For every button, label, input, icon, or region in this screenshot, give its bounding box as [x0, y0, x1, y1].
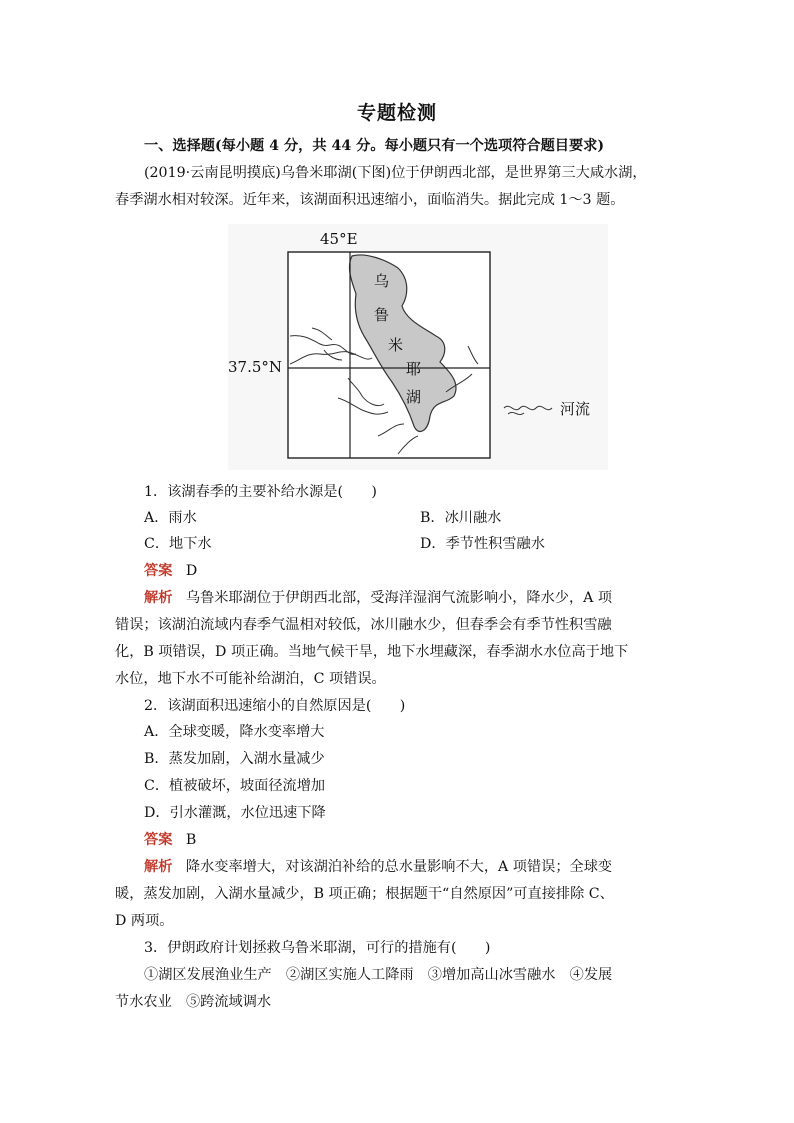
q2-analysis-line-1	[144, 857, 714, 877]
q1-analysis-line-2: 错误；该湖泊流域内春季气温相对较低，冰川融水少，但春季会有季节性积雪融	[115, 617, 612, 633]
q2-answer-label: 答案	[144, 832, 173, 848]
q2-option-b: B．蒸发加剧，入湖水量减少	[144, 751, 325, 767]
q2-analysis-line-3: D 两项。	[115, 913, 174, 929]
q3-stem: 3．伊朗政府计划拯救乌鲁米耶湖，可行的措施有( )	[144, 940, 491, 956]
latitude-label: 37.5°N	[228, 358, 283, 376]
q3-options-line-2: 节水农业 ⑤跨流域调水	[115, 994, 272, 1010]
q1-option-b: B．冰川融水	[420, 510, 502, 526]
q2-answer	[144, 830, 714, 850]
q1-analysis-line-3: 化，B 项错误，D 项正确。当地气候干旱，地下水埋藏深，春季湖水水位高于地下	[115, 644, 629, 660]
intro-line-2: 春季湖水相对较深。近年来，该湖面积迅速缩小，面临消失。据此完成 1～3 题。	[115, 192, 625, 208]
q2-answer-value: B	[185, 832, 197, 848]
q1-analysis-label: 解析	[144, 590, 173, 606]
q1-option-d: D．季节性积雪融水	[420, 536, 545, 552]
longitude-label: 45°E	[320, 230, 358, 248]
q1-answer	[144, 561, 714, 581]
intro-line-1: (2019·云南昆明摸底)乌鲁米耶湖(下图)位于伊朗西北部，是世界第三大咸水湖，	[144, 165, 647, 181]
section-header: 一、选择题(每小题 4 分，共 44 分。每小题只有一个选项符合题目要求)	[144, 138, 605, 154]
lake-char-2: 鲁	[374, 306, 390, 324]
q1-answer-label: 答案	[144, 563, 173, 579]
page-title: 专题检测	[356, 102, 437, 124]
q2-analysis-text-1: 降水变率增大，对该湖泊补给的总水量影响不大，A 项错误；全球变	[185, 859, 613, 875]
lake-char-1: 乌	[374, 272, 390, 290]
q2-option-d: D．引水灌溉，水位迅速下降	[144, 805, 326, 821]
q1-analysis-text-1: 乌鲁米耶湖位于伊朗西北部，受海洋湿润气流影响小，降水少，A 项	[185, 590, 613, 606]
lake-char-4: 耶	[406, 360, 422, 378]
q1-stem: 1．该湖春季的主要补给水源是( )	[144, 484, 377, 500]
q3-options-line-1: ①湖区发展渔业生产 ②湖区实施人工降雨 ③增加高山冰雪融水 ④发展	[144, 967, 613, 983]
q2-option-a: A．全球变暖，降水变率增大	[144, 724, 325, 740]
q1-option-a: A．雨水	[144, 510, 197, 526]
q1-answer-value: D	[185, 563, 198, 579]
lake-char-5: 湖	[406, 388, 422, 406]
q2-stem: 2．该湖面积迅速缩小的自然原因是( )	[144, 698, 406, 714]
legend-river-label: 河流	[560, 400, 591, 418]
lake-char-3: 米	[388, 336, 404, 354]
lake-map-figure	[228, 224, 608, 470]
q1-analysis-line-4: 水位，地下水不可能补给湖泊，C 项错误。	[115, 671, 386, 687]
q2-analysis-line-2: 暖，蒸发加剧，入湖水量减少，B 项正确；根据题干“自然原因”可直接排除 C、	[115, 886, 614, 902]
q1-analysis-line-1	[144, 588, 714, 608]
q2-analysis-label: 解析	[144, 859, 173, 875]
q1-option-c: C．地下水	[144, 536, 212, 552]
q2-option-c: C．植被破坏，坡面径流增加	[144, 778, 326, 794]
